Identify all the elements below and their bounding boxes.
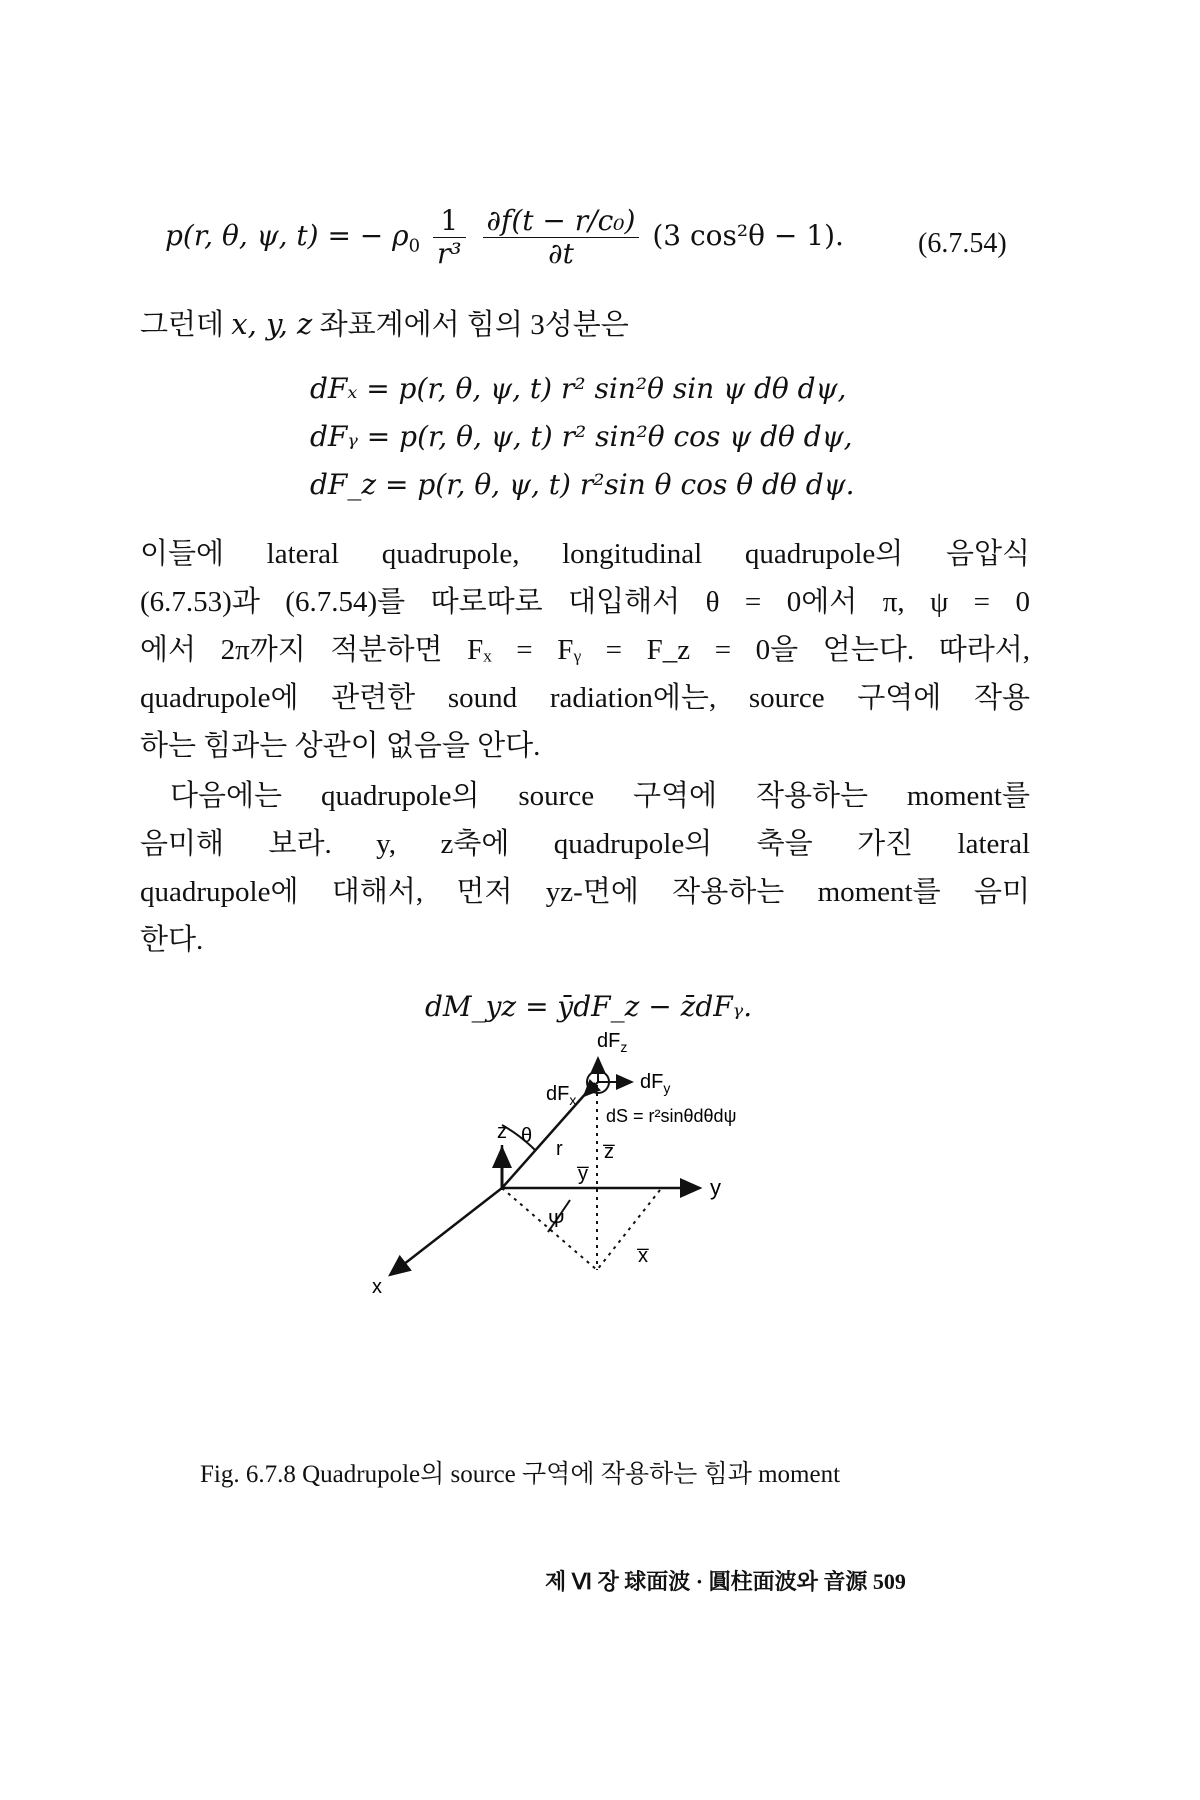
equation-lhs: p(r, θ, ψ, t) = − ρ	[165, 219, 409, 252]
force-equation-z: dF_z = p(r, θ, ψ, t) r²sin θ cos θ dθ dψ.	[310, 468, 855, 501]
equation-number: (6.7.54)	[918, 228, 1007, 259]
dFx-sub: x	[569, 1092, 577, 1108]
axis-z-label: z	[497, 1121, 507, 1143]
moment-equation: dM_yz = ȳdF_z − z̄dFᵧ.	[425, 990, 753, 1023]
paragraph-line: quadrupole에 관련한 sound radiation에는, source 구역에 작용	[140, 682, 1030, 714]
dFz-sub: z	[620, 1039, 628, 1055]
paragraph-line: 이들에 lateral quadrupole, longitudinal quadrupole의 음압식	[140, 538, 1030, 570]
equation-tail: (3 cos²θ − 1).	[652, 219, 844, 252]
dFz-label	[597, 1030, 627, 1055]
paragraph-line: 다음에는 quadrupole의 source 구역에 작용하는 moment를	[170, 780, 1030, 812]
intro-korean-end: 좌표계에서 힘의 3성분은	[319, 309, 629, 341]
intro-vars: x, y, z	[231, 307, 313, 341]
axis-y-label: y	[710, 1175, 721, 1200]
dFy-sub: y	[663, 1080, 671, 1096]
force-equation-y: dFᵧ = p(r, θ, ψ, t) r² sin²θ cos ψ dθ dψ,	[310, 420, 853, 453]
dFx-label	[546, 1083, 576, 1108]
dFz-main: dF	[597, 1030, 621, 1052]
rho-subscript: 0	[408, 235, 421, 257]
paragraph-line: 하는 힘과는 상관이 없음을 안다.	[140, 730, 541, 762]
dFy-label	[640, 1071, 670, 1096]
fraction-denominator: r³	[437, 237, 462, 270]
projection-y-dashed	[597, 1190, 660, 1270]
fraction-numerator: 1	[433, 205, 466, 238]
theta-label: θ	[521, 1125, 533, 1147]
xbar-label: x̅	[638, 1245, 648, 1267]
paragraph-line: (6.7.53)과 (6.7.54)를 따로따로 대입해서 θ = 0에서 π, ψ = 0	[140, 586, 1030, 618]
paragraph-line: 음미해 보라. y, z축에 quadrupole의 축을 가진 lateral	[140, 828, 1030, 860]
x-axis	[390, 1188, 502, 1275]
fraction-numerator: ∂f(t − r/c₀)	[483, 205, 640, 238]
paragraph-line: quadrupole에 대해서, 먼저 yz-면에 작용하는 moment를 음미	[140, 876, 1030, 908]
r-label: r	[556, 1138, 563, 1160]
dFx-main: dF	[546, 1083, 570, 1105]
ybar-label: y̅	[578, 1163, 588, 1185]
force-equation-x: dFₓ = p(r, θ, ψ, t) r² sin²θ sin ψ dθ dψ,	[310, 372, 847, 405]
figure-caption: Fig. 6.7.8 Quadrupole의 source 구역에 작용하는 힘과 moment	[200, 1461, 841, 1488]
dS-label: dS = r²sinθdθdψ	[606, 1106, 737, 1126]
dFx-arrow	[584, 1082, 598, 1096]
intro-korean-start: 그런데	[140, 309, 225, 341]
paragraph-line: 한다.	[140, 924, 204, 956]
axis-x-label: x	[372, 1276, 382, 1298]
fraction-denominator: ∂t	[548, 237, 574, 270]
paragraph-line: 에서 2π까지 적분하면 Fₓ = Fᵧ = F_z = 0을 얻는다. 따라서,	[140, 634, 1030, 666]
page-footer: 제 Ⅵ 장 球面波 · 圓柱面波와 音源 509	[545, 1569, 906, 1594]
zbar-label: z̅	[604, 1141, 614, 1163]
dFy-main: dF	[640, 1071, 664, 1093]
psi-label: Ψ	[548, 1210, 565, 1232]
